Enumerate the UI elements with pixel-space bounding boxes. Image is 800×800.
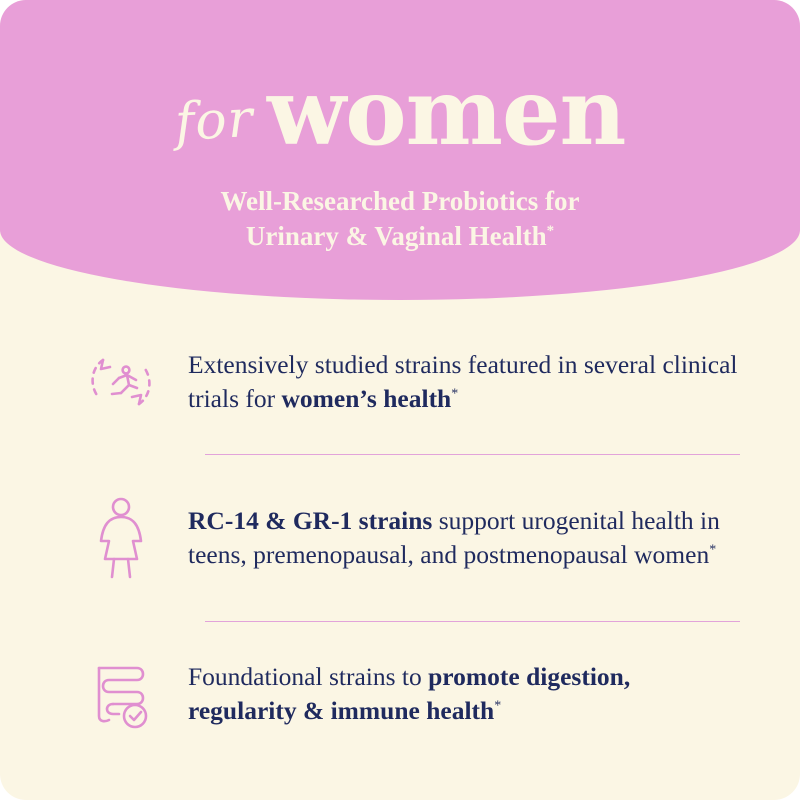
title-main-word: women	[267, 58, 626, 166]
joint-mobility-arrows-icon	[78, 342, 164, 422]
intestine-check-icon	[78, 652, 164, 736]
benefit-text-bold: women’s health	[281, 384, 452, 413]
header-subtitle	[0, 184, 800, 254]
title-script-word: for	[173, 88, 255, 154]
benefit-text-part2: support urogenital health in teens, premenopausal, and postmenopausal women	[188, 505, 720, 569]
benefit-text-part1: Extensively studied strains featured in several clinical trials for	[188, 349, 738, 413]
benefit-asterisk: *	[709, 542, 717, 558]
benefit-text	[164, 348, 740, 416]
page-title	[0, 58, 800, 166]
benefit-text-bold: RC-14 & GR-1 strains	[188, 505, 433, 535]
benefit-item	[0, 318, 800, 446]
header-banner	[0, 0, 800, 300]
subtitle-line-2: Urinary & Vaginal Health	[245, 221, 547, 252]
benefit-item	[0, 463, 800, 613]
divider	[205, 621, 740, 622]
woman-figure-icon	[78, 493, 164, 583]
benefit-text	[164, 504, 740, 572]
benefit-asterisk: *	[451, 386, 459, 402]
subtitle-line-1: Well-Researched Probiotics for	[220, 186, 580, 216]
benefits-list	[0, 318, 800, 758]
benefit-item	[0, 630, 800, 758]
benefit-text-bold: promote digestion, regularity & immune health	[188, 661, 631, 725]
benefit-asterisk: *	[494, 698, 502, 714]
subtitle-asterisk: *	[546, 223, 555, 240]
benefit-text	[164, 660, 740, 728]
divider	[205, 454, 740, 455]
benefit-text-part1: Foundational strains to	[188, 661, 429, 691]
